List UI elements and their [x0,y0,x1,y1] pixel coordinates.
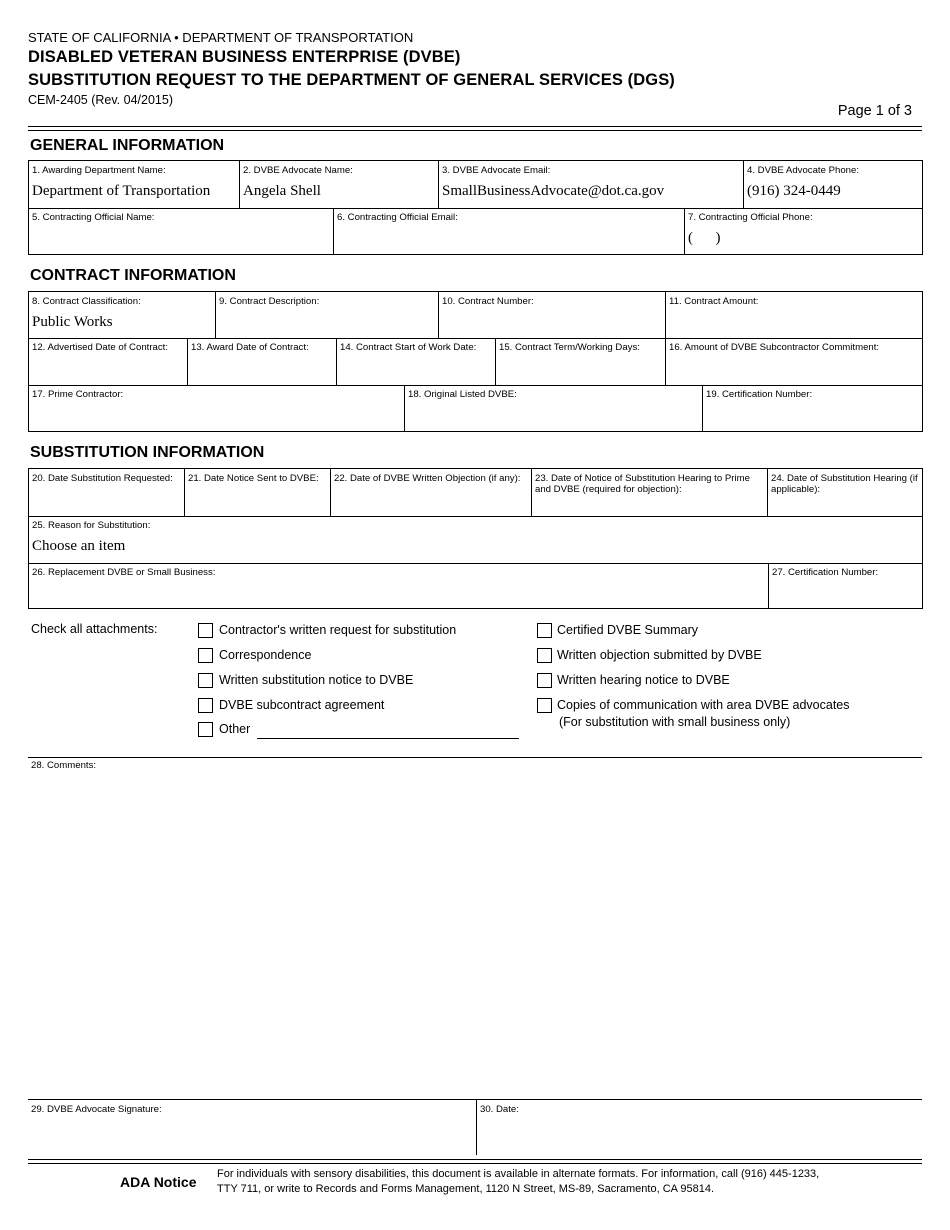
date-substitution-requested-field[interactable] [29,469,184,516]
attachment-option-label: Contractor's written request for substitution [219,623,457,637]
checkbox-contractor-request[interactable] [198,623,213,638]
contracting-official-email-field[interactable] [333,208,684,254]
field-value: (916) 324-0449 [747,183,841,199]
field-value: Choose an item [32,538,126,554]
attachment-option-label: DVBE subcontract agreement [219,698,385,712]
certification-number-field[interactable] [702,385,922,431]
contract-information-heading: CONTRACT INFORMATION [30,267,236,284]
field-value: Angela Shell [243,183,321,199]
attachment-option-label: Written substitution notice to DVBE [219,673,414,687]
field-label: 8. Contract Classification: [32,296,141,307]
field-label: 25. Reason for Substitution: [32,520,151,531]
general-information-heading: GENERAL INFORMATION [30,137,225,154]
replacement-dvbe-field[interactable] [29,563,768,608]
field-label: 4. DVBE Advocate Phone: [747,165,860,176]
field-value: Public Works [32,314,113,330]
attachment-option-label: Certified DVBE Summary [557,623,699,637]
field-label: 28. Comments: [31,760,97,771]
checkbox-subcontract-agreement[interactable] [198,698,213,713]
field-label: 17. Prime Contractor: [32,389,124,400]
checkbox-correspondence[interactable] [198,648,213,663]
field-label: 6. Contracting Official Email: [337,212,458,223]
field-label: 12. Advertised Date of Contract: [32,342,168,353]
signature-date-field[interactable] [476,1100,922,1155]
date-written-objection-field[interactable] [330,469,531,516]
date-hearing-notice-field[interactable] [531,469,767,516]
checkbox-written-substitution-notice[interactable] [198,673,213,688]
field-label: 7. Contracting Official Phone: [688,212,813,223]
page-number: Page 1 of 3 [837,103,912,119]
form-title-line2: SUBSTITUTION REQUEST TO THE DEPARTMENT OF GENERAL SERVICES (DGS) [28,71,675,89]
reason-for-substitution-dropdown[interactable] [29,516,922,563]
field-label: 14. Contract Start of Work Date: [340,342,477,353]
field-label: 9. Contract Description: [219,296,320,307]
footer-divider-bottom [28,1163,922,1164]
field-label: 5. Contracting Official Name: [32,212,155,223]
field-label: 21. Date Notice Sent to DVBE: [188,473,319,484]
contract-number-field[interactable] [438,292,665,338]
dvbe-advocate-signature-field[interactable] [28,1100,476,1155]
date-notice-sent-field[interactable] [184,469,330,516]
field-label: 3. DVBE Advocate Email: [442,165,551,176]
ada-notice-heading: ADA Notice [120,1174,197,1190]
award-date-field[interactable] [187,338,336,385]
field-label: 23. Date of Notice of Substitution Hearing to Prime and DVBE (required for objection): [535,473,750,495]
header-divider-top [28,126,922,127]
checkbox-copies-of-communication[interactable] [537,698,552,713]
checkbox-other[interactable] [198,722,213,737]
attachment-option-label: Written objection submitted by DVBE [557,648,762,662]
ada-notice-text-line1: For individuals with sensory disabilities, this document is available in alternate formats. For information, call (916) 445-1233, [217,1168,820,1180]
comments-textarea[interactable] [28,758,922,1098]
signature-section [28,1099,922,1155]
dvbe-commitment-amount-field[interactable] [665,338,922,385]
attachment-option-label: Written hearing notice to DVBE [557,673,730,687]
field-label: 24. Date of Substitution Hearing (if applicable): [771,473,918,495]
original-listed-dvbe-field[interactable] [404,385,702,431]
footer-divider-top [28,1159,922,1160]
advertised-date-field[interactable] [29,338,187,385]
field-label: 1. Awarding Department Name: [32,165,166,176]
general-information-table [28,160,923,255]
dvbe-advocate-email-field[interactable] [438,161,743,208]
attachment-option-note: (For substitution with small business only) [559,715,791,729]
dvbe-advocate-name-field[interactable] [239,161,438,208]
field-label: 19. Certification Number: [706,389,813,400]
field-label: 18. Original Listed DVBE: [408,389,517,400]
attachments-label: Check all attachments: [31,622,158,636]
field-label: 22. Date of DVBE Written Objection (if any): [334,473,521,484]
agency-line: STATE OF CALIFORNIA • DEPARTMENT OF TRANSPORTATION [28,30,414,45]
field-label: 30. Date: [480,1104,519,1115]
ada-notice-text-line2: TTY 711, or write to Records and Forms Management, 1120 N Street, MS-89, Sacramento, CA 95814. [217,1183,715,1195]
date-substitution-hearing-field[interactable] [767,469,922,516]
field-value: SmallBusinessAdvocate@dot.ca.gov [442,183,665,199]
header-divider-bottom [28,130,922,131]
contracting-official-phone-field[interactable] [684,208,922,254]
checkbox-written-objection[interactable] [537,648,552,663]
form-number: CEM-2405 (Rev. 04/2015) [28,93,173,107]
form-title-line1: DISABLED VETERAN BUSINESS ENTERPRISE (DVBE) [28,48,461,66]
awarding-department-field[interactable] [29,161,239,208]
contract-classification-field[interactable] [29,292,215,338]
field-label: 13. Award Date of Contract: [191,342,309,353]
prime-contractor-field[interactable] [29,385,404,431]
field-label: 16. Amount of DVBE Subcontractor Commitment: [669,342,880,353]
field-label: 26. Replacement DVBE or Small Business: [32,567,216,578]
field-label: 27. Certification Number: [772,567,879,578]
field-label: 15. Contract Term/Working Days: [499,342,640,353]
field-label: 2. DVBE Advocate Name: [243,165,353,176]
field-value: ( ) [688,230,721,246]
start-of-work-date-field[interactable] [336,338,495,385]
checkbox-written-hearing-notice[interactable] [537,673,552,688]
field-label: 29. DVBE Advocate Signature: [31,1104,162,1115]
contract-amount-field[interactable] [665,292,922,338]
attachment-option-label: Correspondence [219,648,312,662]
other-text-input[interactable] [257,738,519,739]
contract-term-field[interactable] [495,338,665,385]
attachment-option-label: Copies of communication with area DVBE advocates [557,698,850,712]
field-label: 11. Contract Amount: [669,296,759,307]
attachment-option-label: Other [219,722,251,736]
contract-description-field[interactable] [215,292,438,338]
field-value: Department of Transportation [32,183,211,199]
field-label: 10. Contract Number: [442,296,534,307]
checkbox-certified-dvbe-summary[interactable] [537,623,552,638]
field-label: 20. Date Substitution Requested: [32,473,173,484]
substitution-information-table [28,468,923,609]
dvbe-advocate-phone-field[interactable] [743,161,922,208]
replacement-certification-number-field[interactable] [768,563,922,608]
contracting-official-name-field[interactable] [29,208,333,254]
substitution-information-heading: SUBSTITUTION INFORMATION [30,444,265,461]
contract-information-table [28,291,923,432]
